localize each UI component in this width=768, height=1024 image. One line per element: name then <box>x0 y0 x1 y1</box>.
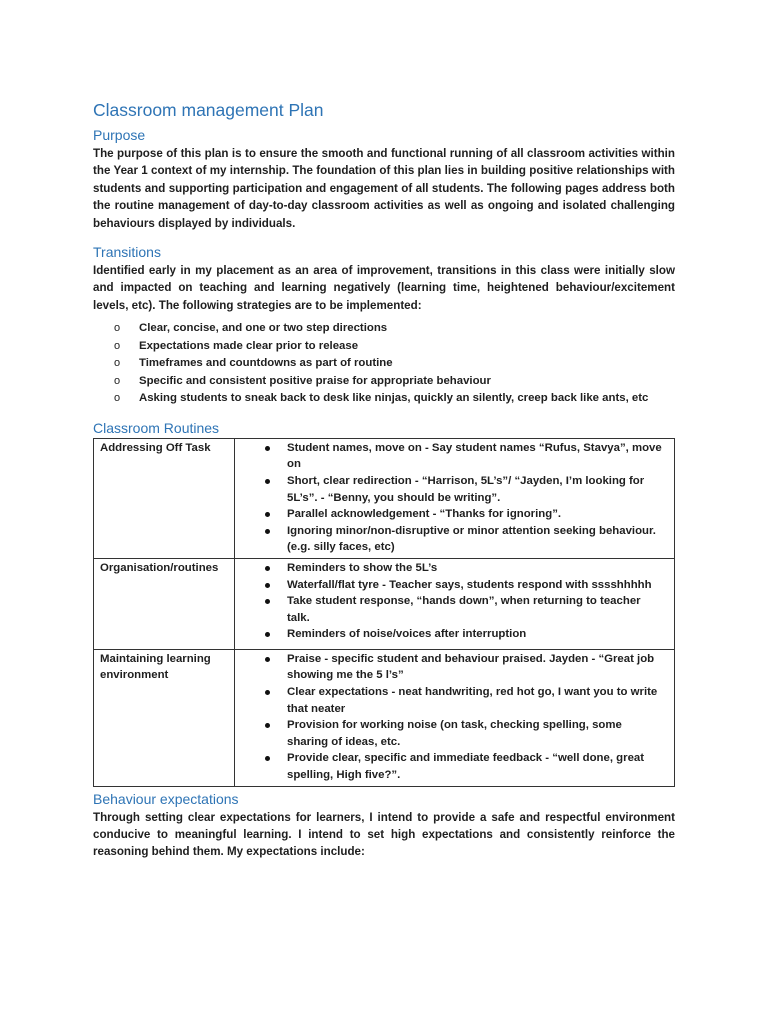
list-item: Praise - specific student and behaviour praised. Jayden - “Great job showing me the 5 l’s” <box>241 651 668 684</box>
bullet-dot-icon <box>265 583 270 588</box>
list-item: Provide clear, specific and immediate feedback - “well done, great spelling, High five?”. <box>241 750 668 783</box>
list-item: o Clear, concise, and one or two step directions <box>93 320 675 338</box>
row-label: Maintaining learning environment <box>94 649 235 786</box>
bullet-dot-icon <box>265 657 270 662</box>
list-item: Ignoring minor/non-disruptive or minor attention seeking behaviour. (e.g. silly faces, etc) <box>241 523 668 556</box>
list-item: o Expectations made clear prior to release <box>93 338 675 356</box>
behaviour-heading: Behaviour expectations <box>93 790 239 807</box>
list-item: Clear expectations - neat handwriting, red hot go, I want you to write that neater <box>241 684 668 717</box>
list-item: o Asking students to sneak back to desk like ninjas, quickly an silently, creep back like ants, etc <box>93 390 675 408</box>
bullet-o-icon: o <box>114 357 121 370</box>
routines-heading: Classroom Routines <box>93 419 220 436</box>
purpose-paragraph: The purpose of this plan is to ensure the smooth and functional running of all classroom activities within the Year 1 context of my internship. The foundation of this plan lies in building positive relationships with students and supporting participation and engagement of all students. The following pages address both the routine management of day-to-day classroom activities as well as ongoing and isolated challenging behaviours displayed by individuals. <box>93 147 675 230</box>
routines-table <box>93 438 675 787</box>
bullet-dot-icon <box>265 529 270 534</box>
bullet-dot-icon <box>265 632 270 637</box>
list-item: Reminders of noise/voices after interruption <box>241 626 668 643</box>
table-row <box>94 649 675 786</box>
list-item: o Specific and consistent positive praise for appropriate behaviour <box>93 373 675 391</box>
list-item: Take student response, “hands down”, when returning to teacher talk. <box>241 593 668 626</box>
purpose-heading: Purpose <box>93 127 146 143</box>
bullet-dot-icon <box>265 599 270 604</box>
bullet-o-icon: o <box>114 374 121 387</box>
bullet-dot-icon <box>265 446 270 451</box>
row-label: Addressing Off Task <box>94 438 235 558</box>
table-row <box>94 558 675 649</box>
bullet-dot-icon <box>265 723 270 728</box>
table-row <box>94 438 675 558</box>
list-item: Short, clear redirection - “Harrison, 5L’s”/ “Jayden, I’m looking for 5L’s”. - “Benny, you should be writing”. <box>241 473 668 506</box>
transitions-paragraph: Identified early in my placement as an area of improvement, transitions in this class were initially slow and impacted on teaching and learning negatively (learning time, heightened behaviour/excitement levels, etc). The following strategies are to be implemented: <box>93 264 675 312</box>
transitions-heading: Transitions <box>93 244 161 261</box>
row-label: Organisation/routines <box>94 558 235 649</box>
list-item: Waterfall/flat tyre - Teacher says, students respond with sssshhhhh <box>241 577 668 594</box>
row-strategies <box>235 558 675 649</box>
row-strategies <box>235 649 675 786</box>
list-item: Reminders to show the 5L’s <box>241 560 668 577</box>
bullet-o-icon: o <box>114 339 121 352</box>
bullet-dot-icon <box>265 566 270 571</box>
page-title: Classroom management Plan <box>93 100 324 120</box>
list-item: Parallel acknowledgement - “Thanks for ignoring”. <box>241 506 668 523</box>
list-item: Provision for working noise (on task, checking spelling, some sharing of ideas, etc. <box>241 717 668 750</box>
bullet-dot-icon <box>265 690 270 695</box>
behaviour-paragraph: Through setting clear expectations for learners, I intend to provide a safe and respectful environment conducive to meaningful learning. I intend to set high expectations and consistently reinforce the reasoning behind them. My expectations include: <box>93 810 675 859</box>
bullet-o-icon: o <box>114 392 121 405</box>
transitions-list <box>93 320 675 408</box>
row-strategies <box>235 438 675 558</box>
list-item: Student names, move on - Say student names “Rufus, Stavya”, move on <box>241 440 668 473</box>
document-content <box>93 100 675 861</box>
list-item: o Timeframes and countdowns as part of routine <box>93 355 675 373</box>
bullet-dot-icon <box>265 756 270 761</box>
bullet-o-icon: o <box>114 322 121 335</box>
bullet-dot-icon <box>265 479 270 484</box>
bullet-dot-icon <box>265 512 270 517</box>
